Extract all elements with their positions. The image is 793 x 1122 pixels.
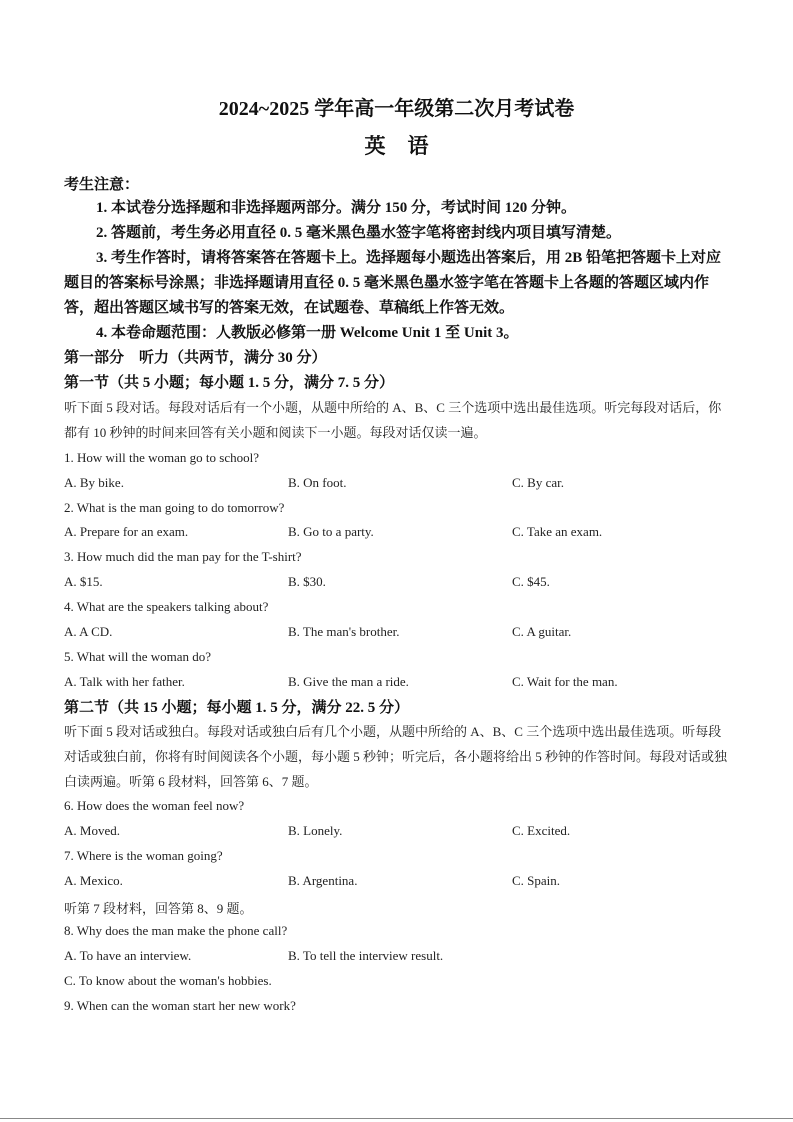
section1-instruction: 听下面 5 段对话。每段对话后有一个小题，从题中所给的 A、B、C 三个选项中选出最佳选项。听完每段对话后，你都有 10 秒钟的时间来回答有关小题和阅读下一小题。每段对话仅读一遍。: [64, 400, 722, 440]
part1-title: 第一部分 听力（共两节，满分 30 分）: [64, 350, 327, 366]
q1-option-c: C. By car.: [512, 475, 564, 490]
q7-option-a: A. Mexico.: [64, 873, 123, 888]
question-2: 2. What is the man going to do tomorrow?: [64, 500, 285, 515]
q4-option-c: C. A guitar.: [512, 624, 572, 639]
question-7: 7. Where is the woman going?: [64, 848, 223, 863]
q6-option-b: B. Lonely.: [288, 823, 343, 838]
notice-item-4: 4. 本卷命题范围：人教版必修第一册 Welcome Unit 1 至 Unit 3。: [96, 325, 519, 341]
question-5: 5. What will the woman do?: [64, 649, 212, 664]
subject-title: 英语: [364, 134, 451, 158]
question-6: 6. How does the woman feel now?: [64, 798, 245, 813]
q8-option-c: C. To know about the woman's hobbies.: [64, 973, 272, 988]
q6-option-a: A. Moved.: [64, 823, 120, 838]
q8-option-a: A. To have an interview.: [64, 948, 192, 963]
q3-option-c: C. $45.: [512, 574, 550, 589]
question-4: 4. What are the speakers talking about?: [64, 599, 269, 614]
q6-option-c: C. Excited.: [512, 823, 571, 838]
q3-option-a: A. $15.: [64, 574, 103, 589]
q3-option-b: B. $30.: [288, 574, 326, 589]
question-9: 9. When can the woman start her new work?: [64, 998, 296, 1013]
page-bottom-rule: [0, 1118, 793, 1119]
notice-item-2: 2. 答题前，考生务必用直径 0. 5 毫米黑色墨水签字笔将密封线内项目填写清楚。: [96, 225, 622, 241]
q4-option-b: B. The man's brother.: [288, 624, 400, 639]
q5-option-b: B. Give the man a ride.: [288, 674, 409, 689]
q8-option-b: B. To tell the interview result.: [288, 948, 444, 963]
section1-title: 第一节（共 5 小题；每小题 1. 5 分，满分 7. 5 分）: [64, 375, 395, 391]
material-7-instruction: 听第 7 段材料，回答第 8、9 题。: [64, 901, 253, 916]
question-8: 8. Why does the man make the phone call?: [64, 923, 288, 938]
notice-item-1: 1. 本试卷分选择题和非选择题两部分。满分 150 分，考试时间 120 分钟。: [96, 200, 577, 216]
q2-option-a: A. Prepare for an exam.: [64, 524, 189, 539]
q7-option-c: C. Spain.: [512, 873, 561, 888]
q5-option-a: A. Talk with her father.: [64, 674, 185, 689]
exam-title: 2024~2025 学年高一年级第二次月考试卷: [218, 98, 575, 120]
q5-option-c: C. Wait for the man.: [512, 674, 618, 689]
section2-title: 第二节（共 15 小题；每小题 1. 5 分，满分 22. 5 分）: [64, 700, 410, 716]
notice-item-3: 3. 考生作答时，请将答案答在答题卡上。选择题每小题选出答案后，用 2B 铅笔把答题卡上对应题目的答案标号涂黑；非选择题请用直径 0. 5 毫米黑色墨水签字笔在答题卡上各题的答题区域内作答，超出答题区域书写的答案无效，在试题卷、草稿纸上作答无效。: [64, 250, 722, 316]
q1-option-b: B. On foot.: [288, 475, 347, 490]
q2-option-b: B. Go to a party.: [288, 524, 374, 539]
notice-heading: 考生注意：: [64, 177, 140, 193]
q2-option-c: C. Take an exam.: [512, 524, 603, 539]
question-1: 1. How will the woman go to school?: [64, 450, 259, 465]
q1-option-a: A. By bike.: [64, 475, 124, 490]
q4-option-a: A. A CD.: [64, 624, 113, 639]
q7-option-b: B. Argentina.: [288, 873, 358, 888]
section2-instruction: 听下面 5 段对话或独白。每段对话或独白后有几个小题，从题中所给的 A、B、C 三个选项中选出最佳选项。听每段对话或独白前，你将有时间阅读各个小题，每小题 5 秒钟；听完后，各小题将给出 5 秒钟的作答时间。每段对话或独白读两遍。听第 6 段材料，回答第 6、7 题。: [64, 724, 728, 789]
question-3: 3. How much did the man pay for the T-shirt?: [64, 549, 302, 564]
